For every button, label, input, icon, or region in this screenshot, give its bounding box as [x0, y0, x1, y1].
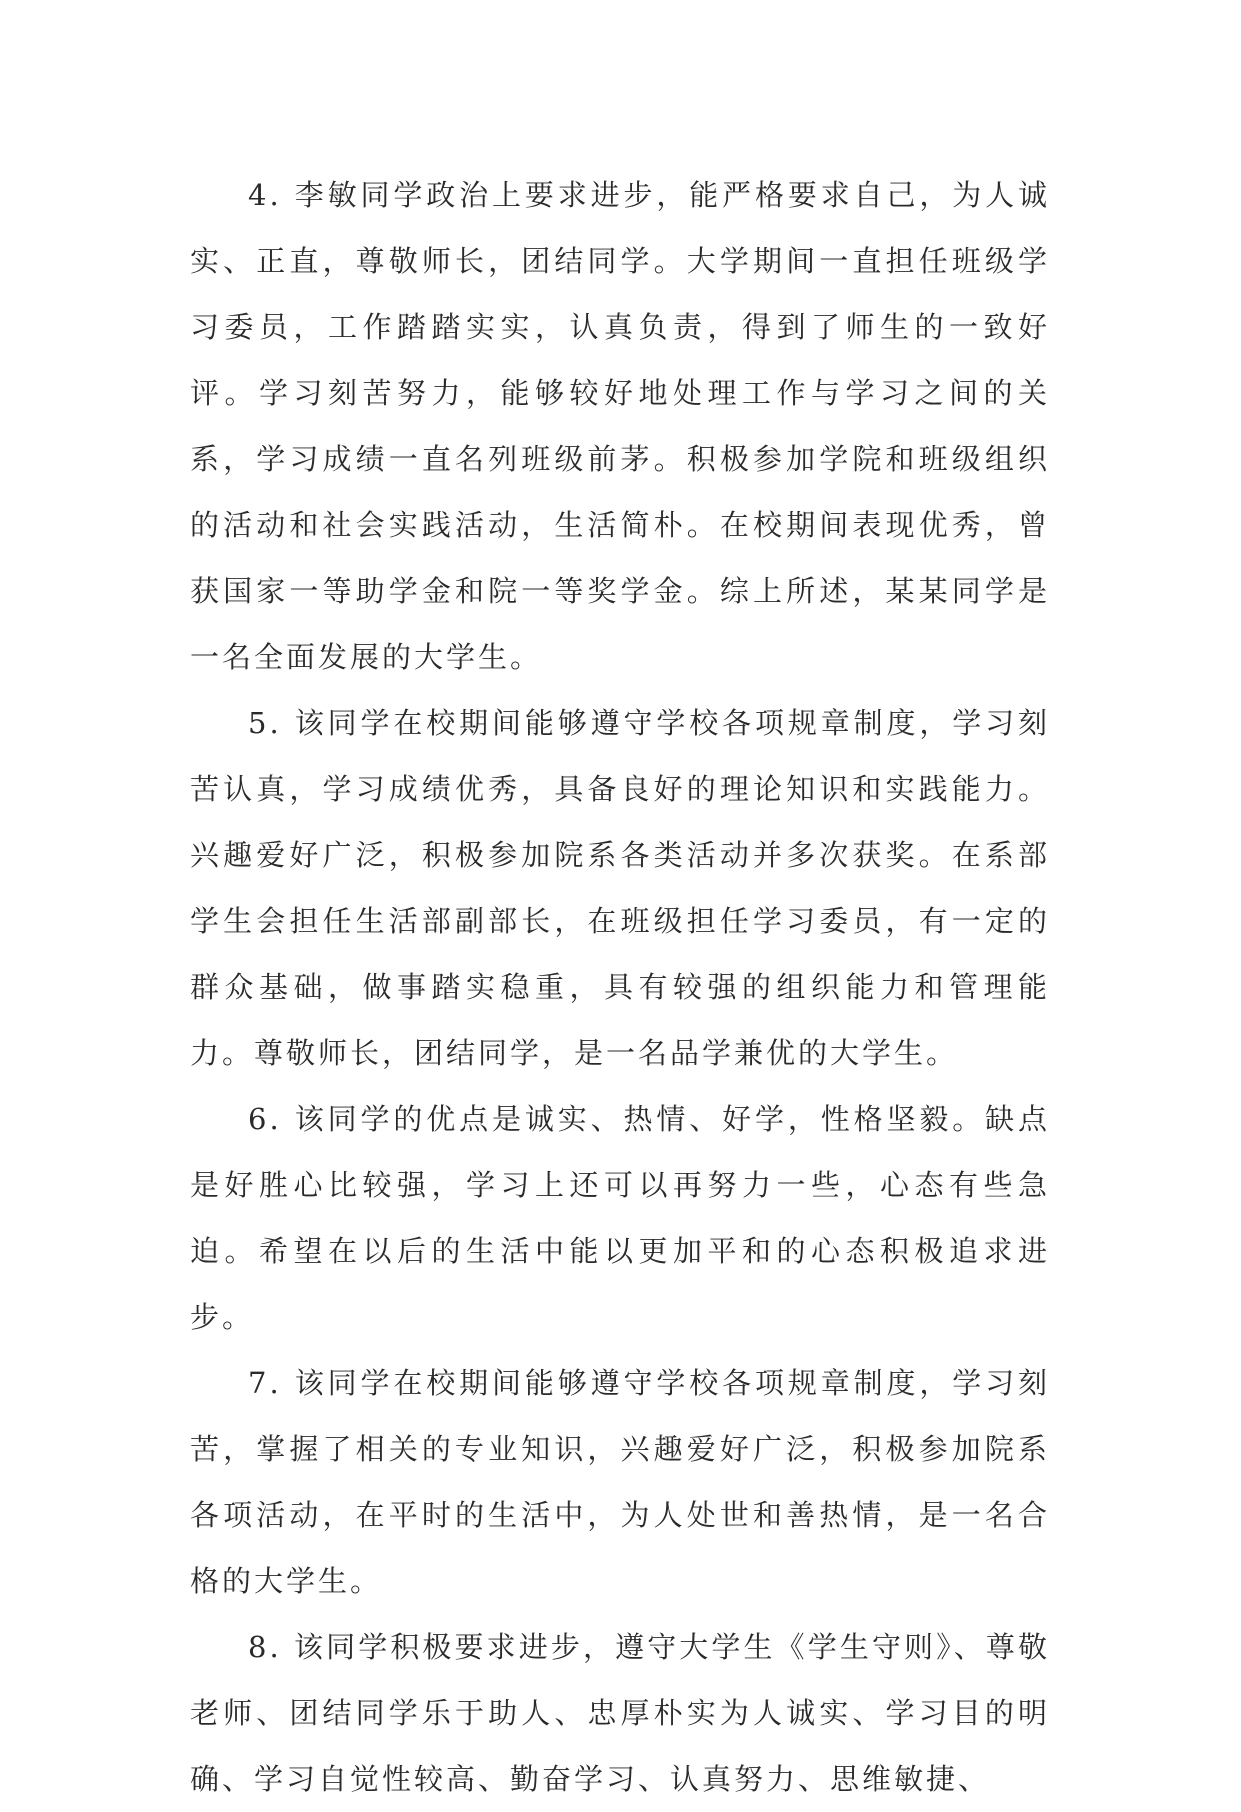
paragraph-8: 8. 该同学积极要求进步，遵守大学生《学生守则》、尊敬老师、团结同学乐于助人、忠厚朴实为人诚实、学习目的明确、学习自觉性较高、勤奋学习、认真努力、思维敏捷、 [190, 1630, 1050, 1796]
paragraph-7: 7. 该同学在校期间能够遵守学校各项规章制度，学习刻苦，掌握了相关的专业知识，兴趣爱好广泛，积极参加院系各项活动，在平时的生活中，为人处世和善热情，是一名合格的大学生。 [190, 1366, 1050, 1598]
paragraph-5: 5. 该同学在校期间能够遵守学校各项规章制度，学习刻苦认真，学习成绩优秀，具备良好的理论知识和实践能力。兴趣爱好广泛，积极参加院系各类活动并多次获奖。在系部学生会担任生活部副部长，在班级担任学习委员，有一定的群众基础，做事踏实稳重，具有较强的组织能力和管理能力。尊敬师长，团结同学，是一名品学兼优的大学生。 [190, 706, 1050, 1070]
paragraph-4: 4. 李敏同学政治上要求进步，能严格要求自己，为人诚实、正直，尊敬师长，团结同学。大学期间一直担任班级学习委员，工作踏踏实实，认真负责，得到了师生的一致好评。学习刻苦努力，能够较好地处理工作与学习之间的关系，学习成绩一直名列班级前茅。积极参加学院和班级组织的活动和社会实践活动，生活简朴。在校期间表现优秀，曾获国家一等助学金和院一等奖学金。综上所述，某某同学是一名全面发展的大学生。 [190, 178, 1050, 674]
paragraph-6: 6. 该同学的优点是诚实、热情、好学，性格坚毅。缺点是好胜心比较强，学习上还可以再努力一些，心态有些急迫。希望在以后的生活中能以更加平和的心态积极追求进步。 [190, 1102, 1050, 1334]
document-body [190, 162, 1050, 1812]
